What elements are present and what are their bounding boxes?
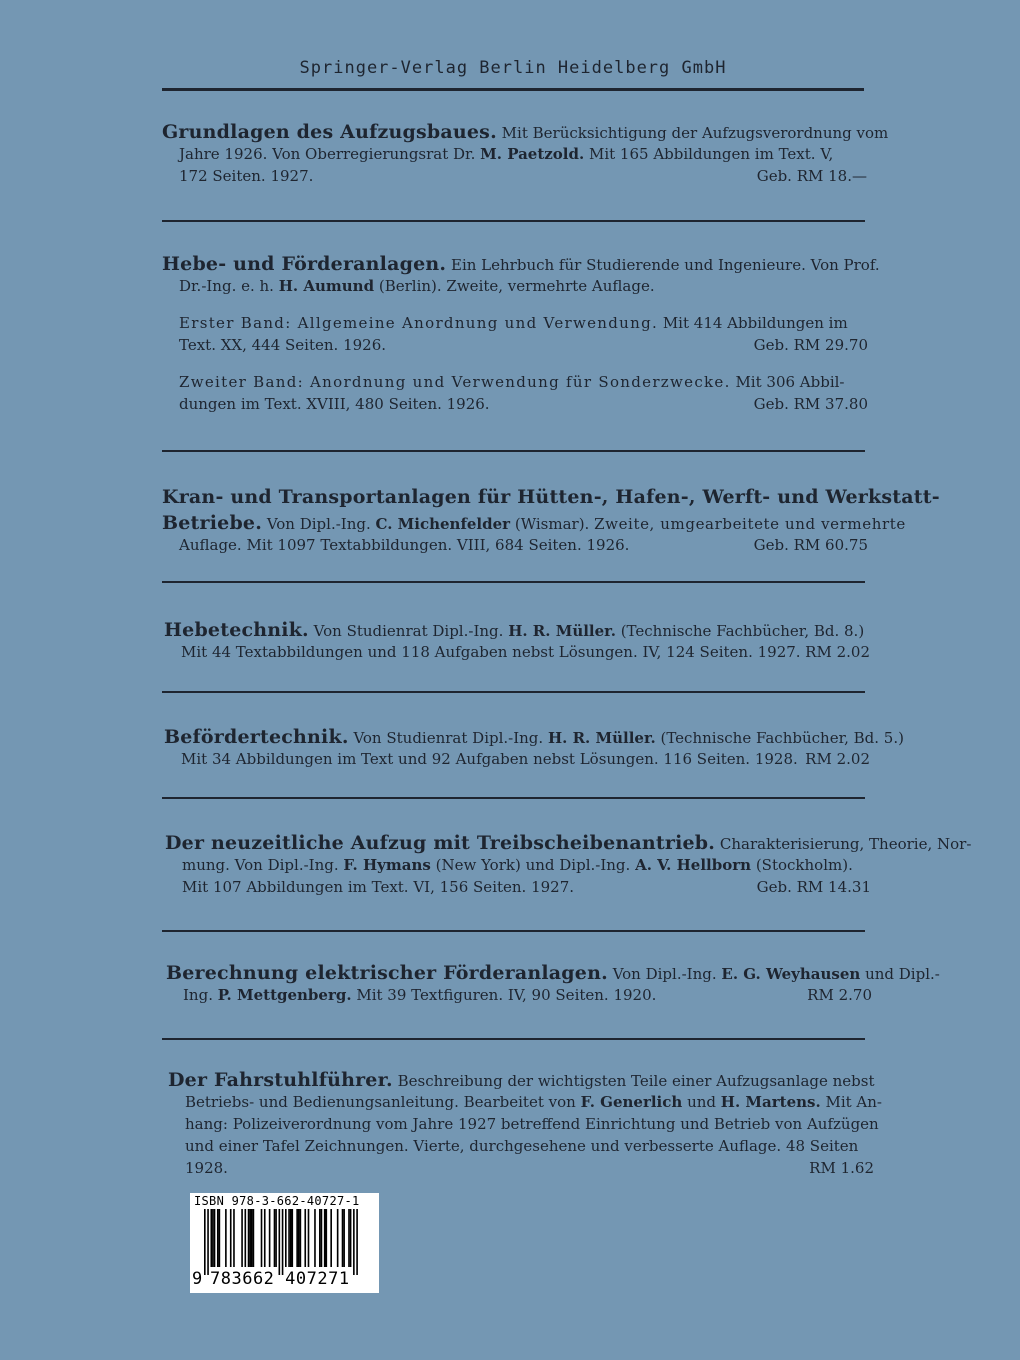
- entry-aufzugsbau: Grundlagen des Aufzugsbaues. Mit Berücksichtigung der Aufzugsverordnung vom Jahre 1926. Von Oberregierungsrat Dr. M. Paetzold. Mit 165 Abbildungen im Text. V, 172 Seiten. 1927. Geb. RM 18.—: [162, 121, 889, 185]
- entry-title: Befördertechnik.: [164, 726, 349, 748]
- barcode-bar: [264, 1209, 266, 1267]
- barcode-bar: [214, 1209, 216, 1267]
- entry-hebe-foerderanlagen: Hebe- und Förderanlagen. Ein Lehrbuch für Studierende und Ingenieure. Von Prof. Dr.-Ing. e. h. H. Aumund (Berlin). Zweite, vermehrte Auflage. Erster Band: Allgemeine Anordnung und Verwendung. Mit 414 Abbildungen im Text. XX, 444 Seiten. 1926. Geb. RM 29.70 Zweiter Band: Anordnung und Verwendung für Sonderzwecke. Mit 306 Abbil- dungen im Text. XVIII, 480 Seiten. 1926. Geb. RM 37.80: [162, 253, 880, 413]
- barcode-bar: [319, 1209, 321, 1267]
- barcode-bar: [219, 1209, 221, 1267]
- author: C. Michenfelder: [375, 515, 511, 533]
- isbn-barcode: [190, 1193, 379, 1293]
- author: F. Generlich: [580, 1093, 683, 1111]
- price: Geb. RM 60.75: [753, 536, 868, 554]
- volume-2: Zweiter Band: Anordnung und Verwendung für Sonderzwecke.: [179, 373, 731, 391]
- entry-title: Berechnung elektrischer Förderanlagen.: [166, 962, 608, 984]
- barcode-bar: [253, 1209, 255, 1267]
- author: H. R. Müller.: [547, 729, 656, 747]
- price: Geb. RM 18.—: [756, 167, 867, 185]
- entry-title: Hebetechnik.: [164, 619, 309, 641]
- entry-title: Der neuzeitliche Aufzug mit Treibscheibenantrieb.: [165, 832, 716, 854]
- barcode-bar: [296, 1209, 298, 1267]
- divider: [162, 797, 865, 799]
- barcode-bar: [230, 1209, 232, 1267]
- divider: [162, 450, 865, 452]
- barcode-bar: [245, 1209, 247, 1267]
- barcode-bar: [330, 1209, 332, 1267]
- barcode-bar: [343, 1209, 345, 1267]
- entry-kran-transportanlagen: Kran- und Transportanlagen für Hütten-, Hafen-, Werft- und Werkstatt- Betriebe. Von Dipl.-Ing. C. Michenfelder (Wismar). Zweite, umgearbeitete und vermehrte Auflage. Mit 1097 Textabbildungen. VIII, 684 Seiten. 1926. Geb. RM 60.75: [162, 486, 940, 554]
- barcode-bar: [326, 1209, 328, 1267]
- entry-fahrstuhlfuehrer: Der Fahrstuhlführer. Beschreibung der wichtigsten Teile einer Aufzugsanlage nebst Betriebs- und Bedienungsanleitung. Bearbeitet von F. Generlich und H. Martens. Mit An- hang: Polizeiverordnung vom Jahre 1927 betreffend Einrichtung und Betrieb von Aufzügen und einer Tafel Zeichnungen. Vierte, durchgesehene und verbesserte Auflage. 48 Seiten 1928. RM 1.62: [168, 1069, 882, 1177]
- price: Geb. RM 14.31: [756, 878, 871, 896]
- barcode-bars: [204, 1209, 366, 1275]
- barcode-bar: [279, 1209, 281, 1275]
- barcode-bar: [298, 1209, 300, 1267]
- barcode-bar: [290, 1209, 292, 1267]
- barcode-bar: [233, 1209, 235, 1267]
- barcode-bar: [321, 1209, 323, 1267]
- entry-title: Grundlagen des Aufzugsbaues.: [162, 121, 497, 143]
- author: H. Martens.: [720, 1093, 821, 1111]
- ean-digits: 783662 407271: [210, 1269, 350, 1289]
- barcode-bar: [275, 1209, 277, 1267]
- barcode-bar: [269, 1209, 271, 1267]
- isbn-label: ISBN 978-3-662-40727-1: [194, 1194, 360, 1208]
- barcode-bar: [350, 1209, 352, 1267]
- barcode-bar: [204, 1209, 206, 1275]
- barcode-bar: [225, 1209, 227, 1267]
- barcode-bar: [342, 1209, 344, 1267]
- price: RM 2.70: [807, 986, 872, 1004]
- barcode-bar: [210, 1209, 212, 1267]
- divider: [162, 691, 865, 693]
- price: RM 2.02: [805, 750, 870, 768]
- divider: [162, 930, 865, 932]
- author: M. Paetzold.: [480, 145, 585, 163]
- author: H. Aumund: [278, 277, 375, 295]
- author: E. G. Weyhausen: [721, 965, 861, 983]
- barcode-bar: [212, 1209, 214, 1267]
- barcode-bar: [274, 1209, 276, 1267]
- entry-title: Hebe- und Förderanlagen.: [162, 253, 447, 275]
- author: F. Hymans: [343, 856, 431, 874]
- barcode-bar: [356, 1209, 358, 1275]
- barcode-bar: [304, 1209, 306, 1267]
- divider: [162, 1038, 865, 1040]
- price: Geb. RM 37.80: [753, 395, 868, 413]
- barcode-bar: [207, 1209, 209, 1275]
- barcode-bar: [285, 1209, 287, 1267]
- header-rule: [162, 88, 864, 91]
- entry-title: Kran- und Transportanlagen für Hütten-, Hafen-, Werft- und Werkstatt-: [162, 486, 940, 508]
- barcode-bar: [288, 1209, 290, 1267]
- barcode-bar: [291, 1209, 293, 1267]
- barcode-bar: [337, 1209, 339, 1267]
- entry-title: Der Fahrstuhlführer.: [168, 1069, 393, 1091]
- author: H. R. Müller.: [508, 622, 616, 640]
- barcode-bar: [314, 1209, 316, 1267]
- barcode-bar: [261, 1209, 263, 1267]
- entry-elektrische-foerderanlagen: Berechnung elektrischer Förderanlagen. Von Dipl.-Ing. E. G. Weyhausen und Dipl.- Ing. P. Mettgenberg. Mit 39 Textfiguren. IV, 90 Seiten. 1920. RM 2.70: [166, 962, 940, 1004]
- entry-befoerdertechnik: Befördertechnik. Von Studienrat Dipl.-Ing. H. R. Müller. (Technische Fachbücher, Bd. 5.) Mit 34 Abbildungen im Text und 92 Aufgaben nebst Lösungen. 116 Seiten. 1928. RM 2.02: [164, 726, 904, 768]
- volume-1: Erster Band: Allgemeine Anordnung und Verwendung.: [179, 314, 659, 332]
- barcode-bar: [324, 1209, 326, 1267]
- barcode-bar: [308, 1209, 310, 1267]
- author: A. V. Hellborn: [635, 856, 752, 874]
- price: Geb. RM 29.70: [753, 336, 868, 354]
- barcode-bar: [282, 1209, 284, 1275]
- barcode-bar: [300, 1209, 302, 1267]
- entry-treibscheibenantrieb: Der neuzeitliche Aufzug mit Treibscheibenantrieb. Charakterisierung, Theorie, Nor- mung. Von Dipl.-Ing. F. Hymans (New York) und Dipl.-Ing. A. V. Hellborn (Stockholm). Mit 107 Abbildungen im Text. VI, 156 Seiten. 1927. Geb. RM 14.31: [165, 832, 972, 896]
- barcode-bar: [241, 1209, 243, 1267]
- barcode-bar: [251, 1209, 253, 1267]
- ean-first-digit: 9: [192, 1269, 203, 1289]
- barcode-bar: [348, 1209, 350, 1267]
- barcode-bar: [248, 1209, 250, 1267]
- barcode-bar: [249, 1209, 251, 1267]
- divider: [162, 581, 865, 583]
- divider: [162, 220, 865, 222]
- entry-hebetechnik: Hebetechnik. Von Studienrat Dipl.-Ing. H. R. Müller. (Technische Fachbücher, Bd. 8.) Mit 44 Textabbildungen und 118 Aufgaben nebst Lösungen. IV, 124 Seiten. 1927. RM 2.02: [164, 619, 870, 661]
- author: P. Mettgenberg.: [217, 986, 352, 1004]
- price: RM 2.02: [805, 643, 870, 661]
- barcode-bar: [217, 1209, 219, 1267]
- barcode-bar: [353, 1209, 355, 1275]
- price: RM 1.62: [809, 1159, 874, 1177]
- publisher-header: Springer-Verlag Berlin Heidelberg GmbH: [299, 58, 727, 78]
